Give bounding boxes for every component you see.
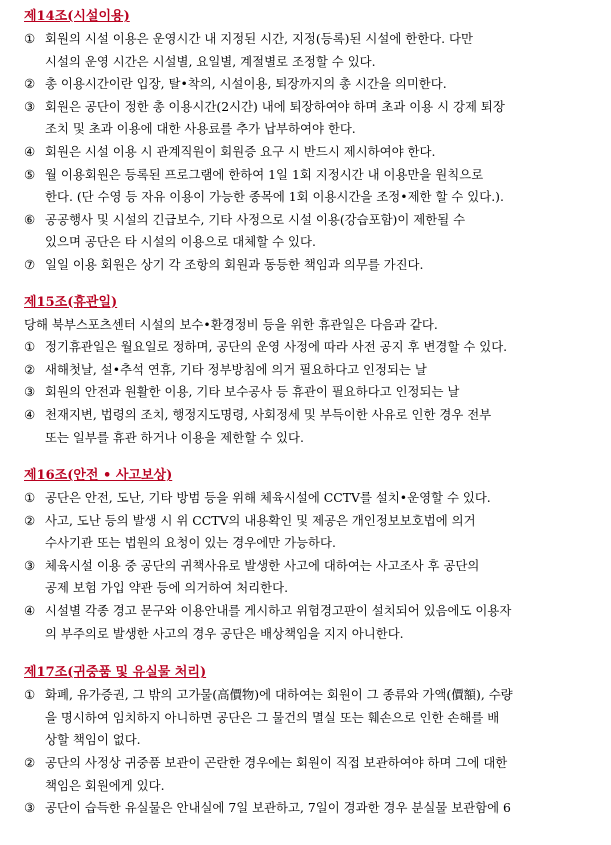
item-text: 수사기관 또는 법원의 요청이 있는 경우에만 가능하다. [45,535,336,551]
list-item [24,73,599,96]
list-item [24,359,599,382]
item-text: 회원은 시설 이용 시 관계직원이 회원증 요구 시 반드시 제시하여야 한다. [45,143,436,159]
item-text: 을 명시하여 임치하지 아니하면 공단은 그 물건의 멸실 또는 훼손으로 인한 손해를 배 [45,709,500,725]
item-text: 회원은 공단이 정한 총 이용시간(2시간) 내에 퇴장하여야 하며 초과 이용 시 강제 퇴장 [45,98,505,114]
list-item [24,797,599,820]
item-text: 공공행사 및 시설의 긴급보수, 기타 사정으로 시설 이용(강습포함)이 제한될 수 [45,211,466,227]
list-item [24,254,599,277]
item-number: ④ [24,406,36,422]
item-number: ② [24,755,36,771]
item-number: ② [24,512,36,528]
item-number: ③ [24,98,36,114]
item-text: 책임은 회원에게 있다. [45,777,165,793]
list-item [24,404,599,449]
item-number: ⑥ [24,211,36,227]
item-number: ① [24,490,36,506]
item-text: 있으며 공단은 타 시설의 이용으로 대체할 수 있다. [45,234,316,250]
item-number: ① [24,339,36,355]
item-text: 정기휴관일은 월요일로 정하며, 공단의 운영 사정에 따라 사전 공지 후 변경할 수 있다. [45,339,508,355]
item-text: 회원의 시설 이용은 운영시간 내 지정된 시간, 지정(등록)된 시설에 한한다. 다만 [45,31,473,46]
list-item [24,487,599,510]
item-text: 공단은 안전, 도난, 기타 방범 등을 위해 체육시설에 CCTV를 설치•운영할 수 있다. [45,490,491,506]
item-number: ③ [24,384,36,400]
item-text: 천재지변, 법령의 조치, 행정지도명령, 사회정세 및 부득이한 사유로 인한 경우 전부 [45,406,492,422]
article-intro: 당해 북부스포츠센터 시설의 보수•환경정비 등을 위한 휴관일은 다음과 같다. [24,316,438,332]
item-number: ⑤ [24,166,36,182]
item-text: 또는 일부를 휴관 하거나 이용을 제한할 수 있다. [45,429,304,445]
item-text: 화폐, 유가증권, 그 밖의 고가물(高價物)에 대하여는 회원이 그 종류와 가액(價額), 수량 [45,687,513,703]
article-heading: 제14조(시설이용) [24,9,130,24]
item-number: ① [24,31,36,46]
item-text: 공단의 사정상 귀중품 보관이 곤란한 경우에는 회원이 직접 보관하여야 하며 그에 대한 [45,755,508,771]
list-item [24,555,599,600]
article-heading: 제15조(휴관일) [24,294,118,310]
article-heading: 제17조(귀중품 및 유실물 처리) [24,665,207,681]
list-item [24,684,599,752]
item-number: ④ [24,603,36,619]
item-text: 회원의 안전과 원활한 이용, 기타 보수공사 등 휴관이 필요하다고 인정되는 날 [45,384,460,400]
item-text: 의 부주의로 발생한 사고의 경우 공단은 배상책임을 지지 아니한다. [45,625,404,641]
item-number: ③ [24,800,36,816]
item-number: ③ [24,557,36,573]
item-text: 월 이용회원은 등록된 프로그램에 한하여 1일 1회 지정시간 내 이용만을 원칙으로 [45,166,484,182]
item-number: ② [24,76,36,92]
list-item [24,752,599,797]
list-item [24,141,599,164]
item-text: 체육시설 이용 중 공단의 귀책사유로 발생한 사고에 대하여는 사고조사 후 공단의 [45,557,480,573]
article-16 [24,465,599,645]
list-item [24,510,599,555]
item-text: 새해첫날, 설•추석 연휴, 기타 정부방침에 의거 필요하다고 인정되는 날 [45,361,427,377]
list-item [24,164,599,209]
item-text: 일일 이용 회원은 상기 각 조항의 회원과 동등한 책임과 의무를 가진다. [45,256,424,272]
list-item [24,209,599,254]
item-text: 공단이 습득한 유실물은 안내실에 7일 보관하고, 7일이 경과한 경우 분실물 보관함에 6 [45,800,511,816]
article-heading: 제16조(안전 • 사고보상) [24,468,173,484]
list-item [24,28,599,73]
list-item [24,381,599,404]
item-text: 총 이용시간이란 입장, 탈•착의, 시설이용, 퇴장까지의 총 시간을 의미한다. [45,76,447,92]
article-14 [24,6,599,277]
item-number: ⑦ [24,256,36,272]
article-15 [24,292,599,450]
item-text: 상할 책임이 없다. [45,732,141,748]
list-item [24,336,599,359]
list-item [24,600,599,645]
item-number: ① [24,687,36,703]
item-text: 한다. (단 수영 등 자유 이용이 가능한 종목에 1회 이용시간을 조정•제한 할 수 있다.). [45,189,504,205]
list-item [24,96,599,141]
item-text: 시설별 각종 경고 문구와 이용안내를 게시하고 위험경고판이 설치되어 있음에도 이용자 [45,603,512,619]
item-number: ④ [24,143,36,159]
item-text: 조치 및 초과 이용에 대한 사용료를 추가 납부하여야 한다. [45,121,356,137]
item-text: 시설의 운영 시간은 시설별, 요일별, 계절별로 조정할 수 있다. [45,53,376,69]
item-number: ② [24,361,36,377]
item-text: 공제 보험 가입 약관 등에 의거하여 처리한다. [45,580,289,596]
document-page [24,6,599,820]
item-text: 사고, 도난 등의 발생 시 위 CCTV의 내용확인 및 제공은 개인정보보호법에 의거 [45,512,476,528]
article-17 [24,662,599,820]
